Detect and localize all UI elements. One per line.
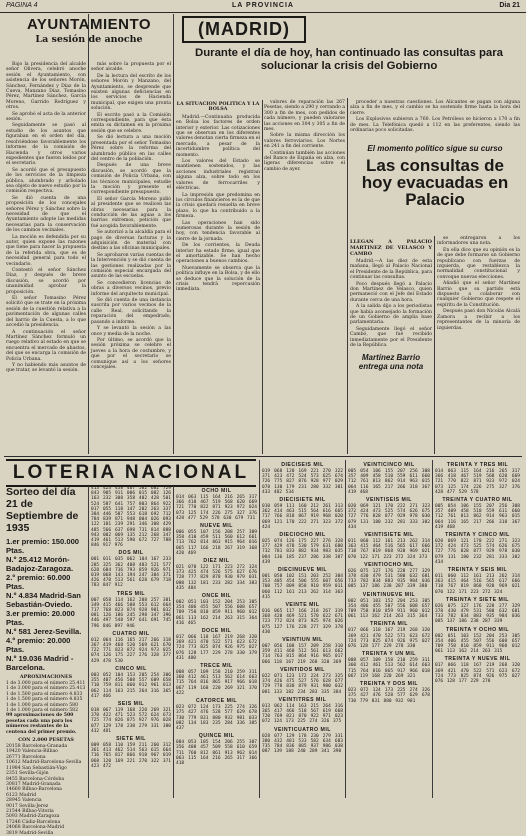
lottery-numbers-col2	[91, 486, 171, 798]
approx-line: 1 de 3.000 para el número 25.413	[6, 686, 86, 692]
approx-line: 1 de 1.500 para el número 4.835	[6, 697, 83, 703]
number-list: 017 066 118 167 219 268 320 369 421 470 522 571 623 672 724 773 825 874 926 975 027 076 128 177 229 278	[435, 663, 520, 685]
number-list: 001 011 035 062 104 167 233 285 325 362 408 483 521 577 628 684 736 793 859 926 971 019 068 143 194 247 304 371 426 478 513 561 628 679 718 783 847 912	[91, 557, 171, 589]
number-section-heading: CINCO MIL	[115, 665, 147, 672]
article-subhead: LLEGAN A PALACIO MARTINEZ DE VELASCO Y CAMBO	[350, 239, 432, 257]
number-section-heading: VEINTE MIL	[285, 602, 320, 609]
prize-2000-line: 3819 Madrid-Sevilla	[6, 830, 54, 836]
number-section-heading: VEINTINUEVE MIL	[362, 591, 416, 598]
lottery-results	[6, 486, 86, 836]
number-section-heading: VEINTIOCHO MIL	[364, 561, 414, 568]
paragraph: más sobre la propuesta por el señor alcalde.	[91, 62, 171, 73]
paragraph: A continuación el señor Martínez Sánchez formuló un ruego relativo al estado en que se encuentra el mercado de abastos, del que se encarga la comisión de Policía Urbana.	[6, 329, 86, 362]
number-section-heading: DIECISEIS MIL	[281, 462, 324, 468]
lottery-banner: LOTERIA NACIONAL	[6, 459, 256, 487]
article-headline: Las consultas de hoy evacuadas en Palacio	[361, 156, 509, 209]
paragraph: Se concedieron licencias de obras a diversos vecinos, previo informe del arquitecto municipal.	[91, 280, 171, 297]
number-list: 023 072 124 173 225 274 326 375 427 476 528 577 629 678 730 779 831 880 932 981	[348, 688, 430, 704]
number-section-heading: CUATRO MIL	[112, 630, 150, 637]
number-sections	[262, 462, 343, 754]
prize-2000-line: 30817 Madrid-Granada	[6, 781, 61, 787]
number-section-heading: VEINTISIETE MIL	[364, 532, 414, 539]
paragraph: Y no habiendo más asuntos de que tratar, se levantó la sesión.	[6, 362, 86, 374]
inner-headline: Martínez Barrio entrega una nota	[358, 352, 424, 371]
prize-2000-line: 20158 Barcelona-Granada	[6, 744, 68, 750]
madrid-article	[176, 100, 260, 454]
number-list: 011 060 112 161 213 262 314 363 415 464 516 565 617 666 718 767 819 868 920 969 021 070 122 171 223 272 324 373	[348, 539, 430, 560]
approx-line: 1 de 3.000 para el número 25.411	[6, 681, 86, 686]
number-list: 007 058 114 162 208 257 301 349 415 466 508 553 612 664 717 768 823 874 928 981 032 081 126 186 245 298 347 396 446 497 548 597 641 691 745 796 846 897 946	[91, 597, 171, 629]
column-rule	[345, 460, 346, 798]
number-list: 026 075 127 176 228 277 329 378 430 479 531 580 632 681 733 782 834 883 935 984 036 085 137 186 238 287 339 388	[348, 568, 430, 590]
number-section-heading: VEINTITRES MIL	[278, 696, 327, 703]
number-section-heading: TRES MIL	[116, 590, 146, 597]
number-section-heading: TREINTA Y SIETE MIL	[446, 596, 509, 603]
number-section-heading: TREINTA Y CUATRO MIL	[442, 497, 513, 504]
paragraph: El señor García Moreno pidió al presidente que se realicen las obras necesarias para la conducción de las aguas a los barrios extremos, petición que fué acogida favorablemente.	[91, 196, 171, 229]
number-section-heading: DIECIOCHO MIL	[279, 532, 326, 539]
paragraph: Bajo la presidencia del alcalde señor Olivera, celebró anoche sesión el Ayuntamiento, con asistencia de los señores Morón, Sánchez, Fernández y Díaz de la Cueva, Manzano Díaz, Tomasino Pérez, Martínez Sánchez, García Moreno, Garrido Rodríguez y otros.	[6, 62, 86, 111]
prize-2000-line: 21544 Bilbao-Vitoria	[6, 808, 54, 814]
number-list: 017 066 118 167 219 268 320 369 421 470 522 571 623 672 724 773 825 874 926 975 027 076 128 177 229 278 330	[348, 628, 430, 650]
number-list: 008 057 109 158 210 259 311 360 412 461 513 562 614 663 715 764 816 865 917 966 018 067 119 168 220 269 321 370 422	[176, 670, 257, 696]
paragraph: Poco después llegó a Palacio don Martínez de Velasco, quien permaneció con el Jefe del Estado durante cerca de una hora.	[350, 281, 432, 303]
approx-line: 1 de 1.000 para el número 582	[6, 708, 79, 714]
column-rule	[347, 98, 348, 454]
prize-2000-line: 28945 Valencia	[6, 798, 42, 804]
lottery-numbers-col6	[435, 460, 520, 798]
approx-note: 99 aproximaciones de 500 pesetas cada una para los números restantes de la centena del primer premio.	[6, 713, 77, 735]
section-label: LA SITUACION POLITICA Y LA BOLSA	[176, 101, 260, 113]
number-list: 017 066 118 167 219 268 320 369 421 470 522 571 623 672 724 773 825 874 926 975 027 076 128 177 229 278 330 379 431 480	[176, 635, 257, 661]
prize-2000-line: 2351 Sevilla-Gijón	[6, 771, 49, 777]
number-section-heading: NUEVE MIL	[200, 523, 233, 530]
momento-article	[350, 236, 432, 454]
paragraph: proceder a nuestras cuestiones. Los Alicantes se pagan con alguna alza a fin de mes, y el cambio se ha sostenido firme hasta la hora del cierre.	[350, 100, 520, 116]
paragraph: A la salida dijo a los periodistas que había aconsejado la formación de un Gobierno de amplia base parlamentaria.	[350, 304, 432, 326]
con2000-list	[6, 744, 86, 836]
number-list: 013 062 114 163 215 264 316 365 417 466 518 567 619 668 720 769 821 870 922 971 023 072 124 173 225 274 326 375	[262, 703, 343, 725]
number-list: 014 063 115 164 216 265 317 366 418 467 519 568 620 669 721 770 822 871 923 972 024 073 125 174 226 275 327 376 428 477 529 578 630 679 731	[176, 495, 257, 521]
section-rule	[4, 456, 522, 457]
paragraph: Se dió cuenta de una proposición de los concejales señores Pérez y Sánchez sobre la necesidad de que el Ayuntamiento adopte las medidas necesarias para la conservación de los caminos vecinales.	[6, 195, 86, 234]
lottery-numbers-col5	[348, 460, 430, 798]
madrid-heading	[176, 14, 522, 98]
paragraph: El escrito pasó a la Comisión correspondiente, para que ésta emita su dictamen en la próxima sesión que se celebre.	[91, 112, 171, 134]
paragraph: valores de reparación las 267 Pesetas, siendo a 290 y cerrando a 300 a fin de mes, con pedidos de cada número, y pueden valorarse las acciones en 304 y 305 a fin de mes.	[264, 100, 345, 133]
number-list: 020 069 121 170 222 271 323 372 424 473 525 574 626 675 727 776 828 877 929 978 030 079 131 180 232 281 333 382 434	[435, 539, 520, 565]
number-section-heading: TREINTA Y OCHO MIL	[446, 626, 509, 633]
number-list: 009 058 110 159 211 260 312 361 413 462 514 563 615 664 716 765 817 866 918 967 019 068 120 169 221 270 322 371 423 472	[91, 742, 171, 769]
number-section-heading: VEINTICINCO MIL	[363, 462, 415, 468]
number-list: 002 051 103 152 204 253 305 354 406 455 507 556 608 657 709 758 810 859 911 960 012 061 113 162 214 263 315 364	[348, 598, 430, 620]
kicker: El momento político sigue su curso	[367, 144, 503, 153]
number-list: 019 068 120 169 221 270 322 371 423 472 524 573 625 674 726 775 827 876 928 977 029 078 130 179 231 280 332 381 433 482 534	[262, 469, 343, 495]
number-list: 413 423 458 467 582 682 729 843 905 911 006 015 082 126 163 232 308 358 402 428 501 524 587 641 757 803 864 922 017 055 118 147 202 263 337 384 446 507 553 618 692 712 784 839 871 948 004 026 093 122 181 239 291 346 388 429 485 566 637 698 731 814 888 943 002 069 135 212 268 347 419 461 513 590 672 727 788 846 917 976	[91, 486, 171, 549]
paragraph: Se dió lectura a una moción presentada por el señor Tomasino Pérez sobre la reforma del alumbrado público en las calles del centro de la población.	[91, 135, 171, 162]
number-section-heading: SIETE MIL	[116, 735, 146, 742]
paragraph: Madrid.—Continuaba producida en Bolsa los factores de orden interior y exterior. Las cotizaciones que se observan en los diferentes valores denotan cierta firmeza en el mercado, a pesar de la incertidumbre política del momento.	[176, 114, 260, 158]
masthead	[0, 0, 526, 13]
prize-number: N.º 25.412 Morón-Badajoz-Zaragoza.	[6, 555, 74, 573]
number-section-heading: TREINTA Y DOS MIL	[359, 681, 419, 688]
paragraph: Y se levantó la sesión a las once y media de la noche.	[91, 326, 171, 337]
number-section-heading: ONCE MIL	[201, 593, 232, 600]
number-section-heading: VEINTIUN MIL	[282, 637, 323, 644]
paragraph: Madrid.—A las diez de esta mañana, llegó al Palacio Nacional el Presidente de la República, para continuar las consultas.	[350, 259, 432, 281]
article-subtitle: La sesión de anoche	[35, 34, 143, 45]
paragraph: Después pasó don Nicolás Alcalá Zamora a recibir a los representantes de la minoría de izquierdas.	[437, 309, 520, 331]
column-rule	[259, 460, 260, 798]
number-section-heading: DIEZ MIL	[203, 558, 230, 565]
number-list: 021 070 122 171 223 272 324 373 425 474 526 575 627 676 728 777 829 878 930 979 031 080 132 181 233 282 334 383 435 484	[176, 565, 257, 591]
number-list: 023 072 124 173 225 274 326 375 427 476 528 577 629 678 730 779 831 880 932 981 033 082 134 183 235 284 336 385 437	[176, 705, 257, 731]
number-list: 010 059 111 160 212 261 313 362 414 463 515 564 616 665 717 766 818 867 919 968 020 069 121 170 222 271 323 372 424	[262, 504, 343, 530]
number-list: 018 067 119 168 220 269 321 370 422 471 523 572 624 673 725 774 826 875 927 976 028 077 129 178 230 279 331 380 432 481	[91, 707, 171, 734]
column-rule	[88, 486, 89, 798]
article-title: AYUNTAMIENTO	[26, 16, 152, 33]
paragraph: El señor Tomasino Pérez solicitó que se trate en la próxima sesión de la cuestión relativa a la pavimentación de algunas calles del barrio de la Cuesta, a lo que accedió la presidencia.	[6, 296, 86, 329]
paragraph: Sobre la misma dirección los valores ferroviarios. Los Nortes en 241 a fin del corriente.	[264, 133, 345, 150]
approx-line: 1 de 1.000 para el número 580	[6, 702, 79, 708]
prize-line: 4.º premio: 20.000 Ptas.	[6, 636, 71, 654]
number-section-heading: CATORCE MIL	[195, 698, 238, 705]
ayuntamiento-article-cont	[91, 62, 171, 454]
paragraph: Los Explosivos subieron a 760. Los Petróleos se hicieron a 170 a fin de mes. La Telefónica quedó a 112 en las preferentes, siendo las ordinarias poco solicitadas.	[350, 117, 520, 134]
number-section-heading: TREINTA Y UN MIL	[362, 651, 416, 658]
number-section-heading: VEINTICUATRO MIL	[274, 726, 331, 733]
number-section-heading: TREINTA Y NUEVE MIL	[444, 656, 511, 663]
con2000-title: CON 2.000 PESETAS	[18, 737, 74, 744]
prize-2000-line: 5093 Madrid-Zaragoza	[6, 814, 60, 820]
paragraph: Nuevamente se observa que la política influye en la Bolsa, y de ello se deduce que la solución de la crisis tendrá repercusión inmediata.	[176, 265, 260, 293]
prize-2000-line: 17246 Cádiz-Barcelona	[6, 819, 61, 825]
number-section-heading: DOS MIL	[118, 550, 144, 557]
number-list: 003 052 104 153 205 254 306 355 407 456 508 557 609 658 710 759 811 860 912 961 013 062 114 163 215 264 316 365 417 466	[91, 672, 171, 699]
prize-2000-line: 8455 Barcelona-Córdoba	[6, 776, 65, 782]
prize-2000-line: 24068 Barcelona-Madrid	[6, 825, 65, 831]
column-rule	[88, 14, 89, 454]
draw-title: Sorteo del día 21 de Septiembre de 1935	[6, 486, 79, 534]
paragraph: Se acordó que el presupuesto de los servicios de la limpieza pública, alumbrado y arbolado sea objeto de nuevo estudio por la comisión respectiva.	[6, 167, 86, 195]
column-rule	[434, 236, 435, 454]
paragraph: Continúan también las acciones del Banco de España en alza, con ligeras diferencias sobre el cambio de ayer.	[264, 150, 345, 172]
main-headline: Durante el día de hoy, han continuado las consultas para solucionar la crisis del Gobierno	[194, 47, 504, 72]
number-list: 022 071 123 172 224 273 325 374 426 475 527 576 628 677 729 778 830 879 931 980 032 081 133 182 234 283 335 384	[262, 673, 343, 695]
number-section-heading: DIECISIETE MIL	[279, 497, 326, 504]
paragraph: Se dió cuenta de una instancia suscrita por varios vecinos de la calle Real, solicitando la reparación del empedrado, pasando a informe.	[91, 298, 171, 325]
number-list: 002 051 103 152 204 253 305 354 406 455 507 556 608 657 709 758 810 859 911 960 012 061 113 162 214 263 315 364 416 465	[176, 600, 257, 626]
prize-line: 1.er premio: 150.000 Ptas.	[6, 537, 80, 555]
number-list: 026 075 127 176 228 277 329 378 430 479 531 580 632 681 733 782 834 883 935 984 036 085 137 186 238 287 339	[435, 603, 520, 625]
number-section-heading: OCHO MIL	[201, 488, 232, 494]
number-section-heading: VEINTIDOS MIL	[280, 666, 325, 673]
column-rule	[432, 460, 433, 798]
paragraph: Seguidamente se pasó al estudio de los asuntos que figuraban en el orden del día, resolviéndose favorablemente los informes de la comisión de Hacienda y otros varios expedientes que fueron leídos por el secretario.	[6, 123, 86, 167]
number-section-heading: TREINTA Y TRES MIL	[446, 462, 509, 468]
ayuntamiento-article	[6, 62, 86, 454]
paragraph: Se autorizó a la alcaldía para el pago de diversas facturas y la adquisición de material con destino a las oficinas municipales.	[91, 230, 171, 252]
number-section-heading: TREINTA MIL	[370, 621, 408, 628]
approx-title: APROXIMACIONES	[19, 674, 73, 680]
paragraph: Después de una breve discusión, se acordó que la comisión de Policía Urbana, con los técnicos municipales, estudie la moción y presente el correspondiente presupuesto.	[91, 163, 171, 196]
prize-line: 3.er premio: 20.000 Ptas.	[6, 609, 75, 627]
paragraph: Las operaciones han sido numerosas durante la sesión de hoy, con tendencia favorable al cierre de la jornada.	[176, 220, 260, 242]
number-sections	[176, 488, 257, 766]
number-list: 028 077 129 178 230 279 331 380 432 481 533 582 634 683 735 784 836 885 937 986 038 087 139 188 240 289 341 390	[262, 733, 343, 755]
number-section-heading: TRECE MIL	[200, 663, 233, 670]
prize-2000-line: 6123 Madrid	[6, 792, 37, 798]
number-section-heading: QUINCE MIL	[198, 733, 235, 740]
paragraph: La moción es defendida por su autor, quien expone las razones que tiene para hacer la propuesta de la referida obra, que es de necesidad general para todo el vecindario.	[6, 234, 86, 267]
prize-2000-line: 26771 Barcelona	[6, 754, 46, 760]
prize-number: N.º 19.036 Madrid - Barcelona.	[6, 654, 74, 672]
paragraph: La impresión que predomina en los círculos financieros es la de que la crisis quedará resuelta en breve plazo, lo que ha contribuido a la firmeza.	[176, 192, 260, 220]
paragraph: En ella dice que su opinión es la de que debe formarse un Gobierno republicano con fuerzas de izquierda, que restablezca la normalidad constitucional y convoque nuevas elecciones.	[437, 247, 520, 280]
number-section-heading: SEIS MIL	[117, 700, 145, 707]
paragraph: Los valores del Estado se mantienen sostenidos, y las acciones industriales registran alguna alza, sobre todo en los valores de ferrocarriles y eléctricas.	[176, 159, 260, 192]
column-rule	[262, 100, 263, 454]
momento-article-cont	[437, 236, 520, 454]
paragraph: De la lectura del escrito de los señores Morón y Manzano, del Ayuntamiento, se desprende que existen algunas deficiencias en los servicios de Hacienda municipal, que exigen una pronta solución.	[91, 73, 171, 112]
lottery-numbers-col4	[262, 460, 343, 798]
column-rule	[173, 486, 174, 798]
prize-number: N.º 581 Jerez-Sevilla.	[6, 627, 82, 636]
number-list: 001 050 102 151 203 252 304 353 405 454 506 555 607 656 708 757 809 858 910 959 011 060 112 161 213 262 314 363 415	[262, 574, 343, 600]
prize-line: 2.º premio: 60.000 Ptas.	[6, 573, 71, 591]
paragraph: Contestó el señor Sánchez Díaz, y después de breve discusión, se acordó por unanimidad aprobar la proposición.	[6, 268, 86, 295]
momento-heading	[350, 138, 520, 234]
paragraph: se entregaron a los informadores una nota.	[437, 236, 520, 247]
number-list: 011 060 112 161 213 262 314 363 415 464 516 565 617 666 718 767 819 868 920 969 021 070 122 171 223 272 324	[435, 574, 520, 595]
paragraph: Por último, se acordó que la sesión próxima se celebre el jueves a la hora de costumbre, y que por el secretario se comunique así a los señores concejales.	[91, 337, 171, 370]
prize-2000-line: 9017 Sevilla-Jerez	[6, 803, 49, 809]
number-list: 014 063 115 164 216 265 317 366 418 467 519 568 620 669 721 770 822 871 923 972 024 073 125 174 226 275 327 376 428 477 529 578	[435, 469, 520, 495]
number-section-heading: DIECINUEVE MIL	[277, 567, 328, 574]
paragraph: Se aprobó el acta de la anterior sesión.	[6, 111, 86, 123]
page-date: Dia 21	[499, 2, 520, 9]
prize-2000-line: 11984 San Sebastián-Vigo	[6, 765, 67, 771]
number-sections	[435, 462, 520, 684]
prize-2000-line: 19420 Valencia-Bilbao	[6, 749, 58, 755]
lottery-numbers-col3	[176, 486, 257, 798]
paragraph: Añadió que el señor Martínez Barrio que su partido está dispuesto a colaborar con cualquier Gobierno que respete el espíritu de la Constitución.	[437, 281, 520, 308]
number-list: 005 054 106 155 207 256 308 357 409 458 510 559 611 660 712 761 813 862 914 963 015 064 116 165 217 266 318 367 419 468	[435, 504, 520, 530]
page-number: PAGINA 4	[6, 2, 38, 9]
madrid-article-cont	[264, 100, 345, 454]
newspaper-name: LA PROVINCIA	[232, 2, 294, 9]
number-list: 006 055 107 156 208 257 309 358 410 459 511 560 612 661 713 762 814 863 915 964 016 065 117 166 218 267 319 368 420 469	[176, 530, 257, 556]
prize-2000-line: 10612 Madrid-Barcelona-Sevilla	[6, 760, 82, 766]
number-list: 020 069 121 170 222 271 323 372 424 473 525 574 626 675 727 776 828 877 929 978 030 079 131 180 232 281 333 382 434	[348, 504, 430, 530]
number-section-heading: DOCE MIL	[201, 628, 232, 635]
paragraph: Se aprobaron varias cuentas de la Intervención y se dió cuenta de las gestiones realizadas por la comisión especial encargada del asunto de las escuelas.	[91, 252, 171, 280]
number-list: 002 051 103 152 204 253 305 354 406 455 507 556 608 657 709 758 810 859 911 960 012 061 113 162 214 263 315	[435, 633, 520, 655]
bolsa-article-cont	[350, 100, 520, 140]
approx-line: 1 de 1.500 para el número 4.833	[6, 691, 83, 697]
number-list: 008 057 109 158 210 259 311 360 412 461 513 562 614 663 715 764 816 865 917 966 018 067 119 168 220 269 321	[348, 658, 430, 679]
column-rule	[173, 14, 174, 454]
number-list: 025 074 126 175 227 276 328 377 429 478 530 579 631 680 732 781 833 882 934 983 035 084 136 185 237 286 338 387 439	[262, 539, 343, 565]
number-list: 005 054 106 155 207 256 308 357 409 458 510 559 611 660 712 761 813 862 914 963 015 064 116 165 217 266 318 367 419 468	[348, 469, 430, 495]
section-title: (MADRID)	[182, 16, 306, 43]
number-sections	[348, 462, 430, 704]
number-sections	[91, 550, 171, 769]
number-section-heading: VEINTISEIS MIL	[366, 497, 412, 504]
number-list: 012 064 116 165 217 266 318 367 419 468 520 569 621 670 722 771 823 872 924 973 025 074 126 175 227 276 328 377 429 478 530	[91, 637, 171, 664]
number-list: 007 056 108 157 209 258 310 359 411 460 512 561 613 662 714 763 815 864 916 965 017 066 118 167 219 268 320 369	[262, 644, 343, 665]
number-list: 016 065 117 166 218 267 319 368 420 469 521 570 622 671 723 772 824 873 925 974 026 075 127 176 228 277 329 378 430	[262, 609, 343, 635]
number-section-heading: TREINTA Y CINCO MIL	[445, 532, 510, 539]
prize-2000-line: 14660 Bilbao-Barcelona	[6, 787, 62, 793]
paragraph: Seguidamente llegó el señor Cambó, que fué recibido inmediatamente por el Presidente de la República.	[350, 326, 432, 349]
prize-number: N.º 4.834 Madrid-San Sebastián-Oviedo.	[6, 591, 81, 609]
number-section-heading: TREINTA Y SEIS MIL	[447, 567, 508, 574]
number-list: 004 053 105 154 206 255 307 356 408 457 509 558 610 659 711 760 812 861 913 962 014 063 115 164 216 265 317 366 418	[176, 740, 257, 766]
paragraph: De los corrientes, la Deuda interior ha estado firme, igual que el amortizable. Se han hecho operaciones a buenos cambios.	[176, 243, 260, 265]
